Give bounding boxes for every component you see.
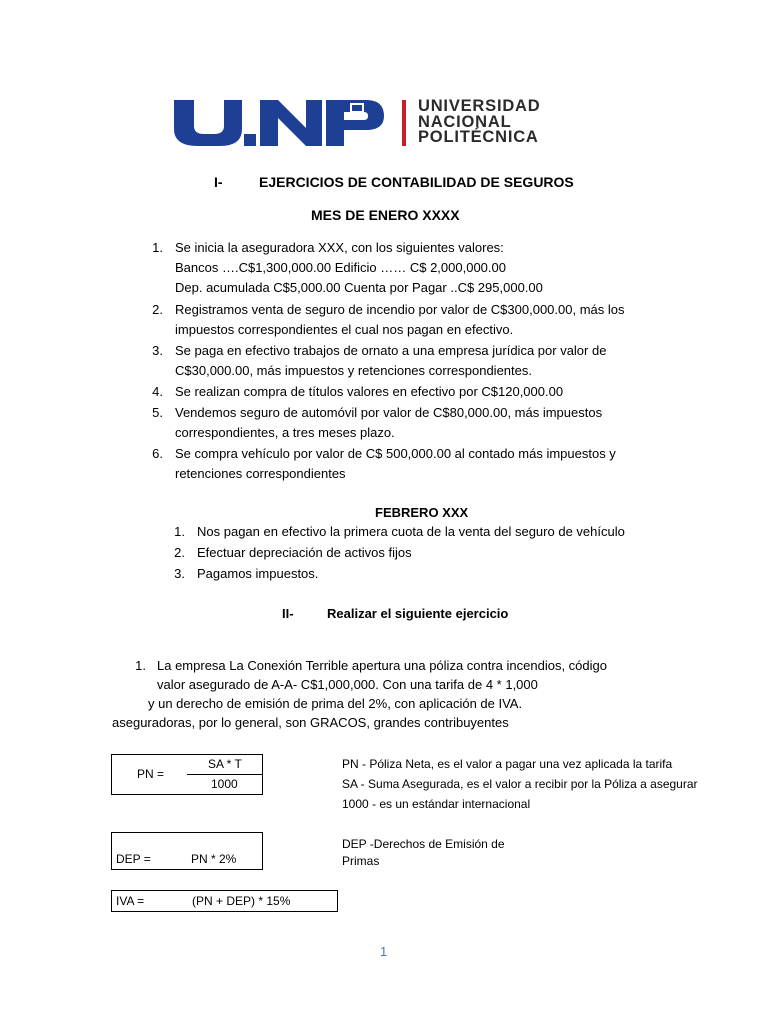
section-2-title: Realizar el siguiente ejercicio — [327, 606, 509, 621]
dep-label: DEP = — [116, 852, 151, 866]
exercise-block — [0, 656, 768, 736]
sa-note: SA - Suma Asegurada, es el valor a recibir por la Póliza a asegurar — [342, 777, 698, 791]
pn-note: PN - Póliza Neta, es el valor a pagar una vez aplicada la tarifa — [342, 757, 673, 771]
list-item-text: Efectuar depreciación de activos fijos — [197, 545, 412, 560]
list-item-text: Nos pagan en efectivo la primera cuota de la venta del seguro de vehículo — [197, 524, 625, 539]
january-list — [0, 238, 768, 488]
section-1-roman: I- — [214, 174, 223, 190]
exercise-number: 1. — [135, 658, 146, 673]
list-item-line: retenciones correspondientes — [175, 466, 346, 481]
logo-line-2: NACIONAL — [418, 112, 512, 131]
dep-expression: PN * 2% — [191, 852, 237, 866]
february-title: FEBRERO XXX — [375, 505, 469, 520]
february-list — [0, 522, 768, 584]
standard-note: 1000 - es un estándar internacional — [342, 797, 531, 811]
exercise-line: valor asegurado de A-A- C$1,000,000. Con una tarifa de 4 * 1,000 — [157, 677, 538, 692]
pn-denominator: 1000 — [211, 777, 238, 791]
iva-formula-box — [111, 890, 338, 912]
list-item-line: Se compra vehículo por valor de C$ 500,000.00 al contado más impuestos y — [175, 446, 616, 461]
section-2-roman: II- — [282, 606, 294, 621]
list-item-line: Dep. acumulada C$5,000.00 Cuenta por Pagar ..C$ 295,000.00 — [175, 280, 543, 295]
exercise-line: La empresa La Conexión Terrible apertura una póliza contra incendios, código — [157, 658, 607, 673]
list-item-line: Vendemos seguro de automóvil por valor de C$80,000.00, más impuestos — [175, 405, 603, 420]
list-item-number: 5. — [152, 405, 163, 420]
list-item-number: 3. — [152, 343, 163, 358]
university-name — [418, 99, 540, 146]
list-item-number: 1. — [174, 524, 185, 539]
list-item-line: impuestos correspondientes el cual nos pagan en efectivo. — [175, 322, 514, 337]
exercise-line: aseguradoras, por lo general, son GRACOS, grandes contribuyentes — [112, 715, 509, 730]
list-item-line: Registramos venta de seguro de incendio por valor de C$300,000.00, más los — [175, 302, 625, 317]
pn-formula-box — [111, 754, 263, 795]
section-1-title: EJERCICIOS DE CONTABILIDAD DE SEGUROS — [259, 174, 574, 190]
list-item-number: 2. — [152, 302, 163, 317]
list-item-line: Se inicia la aseguradora XXX, con los siguientes valores: — [175, 240, 504, 255]
list-item-line: Se realizan compra de títulos valores en efectivo por C$120,000.00 — [175, 384, 564, 399]
page-number: 1 — [380, 944, 388, 959]
list-item-number: 6. — [152, 446, 163, 461]
logo-line-1: UNIVERSIDAD — [418, 97, 541, 115]
list-item-number: 4. — [152, 384, 163, 399]
list-item-line: C$30,000.00, más impuestos y retenciones correspondientes. — [175, 363, 532, 378]
pn-label: PN = — [137, 767, 165, 781]
fraction-bar — [187, 774, 262, 775]
exercise-line: y un derecho de emisión de prima del 2%, con aplicación de IVA. — [148, 696, 523, 711]
list-item-number: 1. — [152, 240, 163, 255]
pn-numerator: SA * T — [208, 757, 242, 771]
month-title: MES DE ENERO XXXX — [311, 207, 460, 223]
dep-note-line-2: Primas — [342, 854, 380, 868]
list-item-number: 2. — [174, 545, 185, 560]
dep-note-line-1: DEP -Derechos de Emisión de — [342, 837, 505, 851]
logo-line-3: POLITÉCNICA — [418, 128, 539, 146]
dep-formula-box — [111, 832, 263, 870]
list-item-line: correspondientes, a tres meses plazo. — [175, 425, 395, 440]
list-item-line: Bancos ….C$1,300,000.00 Edificio …… C$ 2,000,000.00 — [175, 260, 506, 275]
list-item-text: Pagamos impuestos. — [197, 566, 319, 581]
list-item-line: Se paga en efectivo trabajos de ornato a una empresa jurídica por valor de — [175, 343, 607, 358]
iva-expression: (PN + DEP) * 15% — [192, 894, 291, 908]
list-item-number: 3. — [174, 566, 185, 581]
iva-label: IVA = — [116, 894, 145, 908]
